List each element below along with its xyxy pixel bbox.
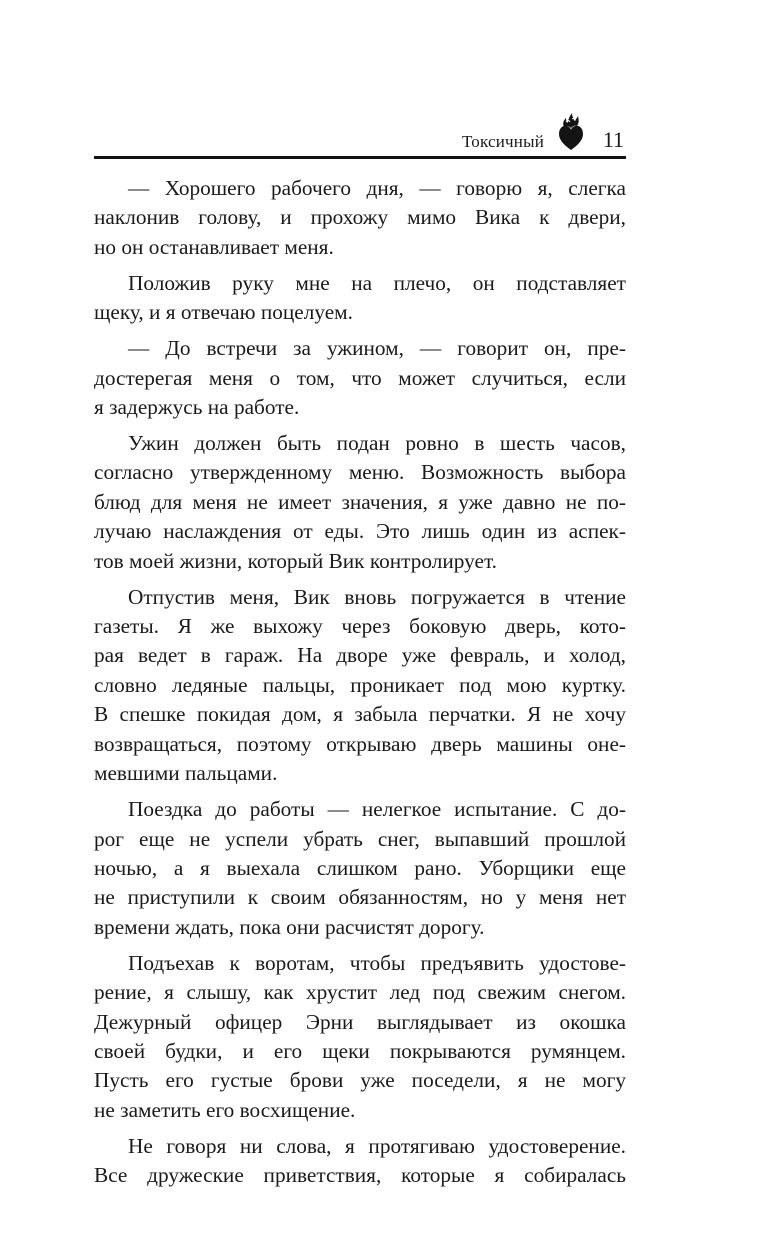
text-line: времени ждать, пока они расчистят дорогу. (94, 914, 485, 939)
burning-heart-icon (558, 112, 584, 152)
text-line: — До встречи за ужином, — говорит он, пре- (128, 336, 626, 361)
paragraph (94, 269, 626, 328)
running-header (94, 112, 626, 158)
paragraph (94, 949, 626, 1125)
text-line: Пусть его густые брови уже поседели, я не могу (94, 1068, 626, 1093)
text-line: Подъехав к воротам, чтобы предъявить удостове- (128, 950, 626, 975)
text-line: рение, я слышу, как хрустит лед под свежим снегом. (94, 980, 626, 1005)
text-line: Отпустив меня, Вик вновь погружается в чтение (128, 584, 626, 609)
text-line: блюд для меня не имеет значения, я уже давно не по- (94, 489, 626, 514)
text-line: своей будки, и его щеки покрываются румянцем. (94, 1038, 626, 1063)
text-line: щеку, и я отвечаю поцелуем. (94, 300, 353, 325)
header-rule (94, 156, 626, 159)
text-line: — Хорошего рабочего дня, — говорю я, слегка (128, 176, 626, 200)
text-line: но он останавливает меня. (94, 234, 334, 259)
paragraph (94, 429, 626, 576)
text-line: не приступили к своим обязанностям, но у меня нет (94, 885, 626, 910)
running-title: Токсичный (461, 132, 544, 151)
text-line: лучаю наслаждения от еды. Это лишь один из аспек- (94, 519, 626, 544)
text-line: Не говоря ни слова, я протягиваю удостоверение. (128, 1133, 626, 1158)
text-line: достерегая меня о том, что может случиться, если (94, 365, 626, 390)
text-line: согласно утвержденному меню. Возможность выбора (94, 460, 626, 485)
text-line: возвращаться, поэтому открываю дверь машины оне- (94, 731, 626, 756)
paragraph (94, 583, 626, 789)
text-line: В спешке покидая дом, я забыла перчатки. Я не хочу (94, 702, 626, 727)
text-line: Поездка до работы — нелегкое испытание. С до- (128, 797, 626, 822)
paragraph (94, 795, 626, 942)
text-line: словно ледяные пальцы, проникает под мою куртку. (94, 672, 626, 697)
text-line: газеты. Я же выхожу через боковую дверь, кото- (94, 614, 626, 639)
text-line: я задержусь на работе. (94, 395, 300, 420)
text-line: Ужин должен быть подан ровно в шесть часов, (128, 431, 626, 456)
paragraph (94, 334, 626, 422)
text-line: Дежурный офицер Эрни выглядывает из окошка (94, 1009, 626, 1034)
text-line: рог еще не успели убрать снег, выпавший прошлой (94, 826, 626, 851)
text-line: наклонив голову, и прохожу мимо Вика к двери, (94, 205, 626, 230)
text-line: ночью, а я выехала слишком рано. Уборщики еще (94, 855, 626, 880)
body-text (94, 174, 626, 1197)
text-line: рая ведет в гараж. На дворе уже февраль, и холод, (94, 643, 626, 668)
text-line: Все дружеские приветствия, которые я собиралась (94, 1163, 626, 1188)
paragraph (94, 1132, 626, 1191)
text-line: тов моей жизни, который Вик контролирует. (94, 548, 497, 573)
page-number: 11 (602, 127, 624, 152)
text-line: Положив руку мне на плечо, он подставляет (128, 270, 626, 295)
text-line: не заметить его восхищение. (94, 1097, 356, 1122)
paragraph (94, 174, 626, 262)
text-line: мевшими пальцами. (94, 761, 278, 786)
